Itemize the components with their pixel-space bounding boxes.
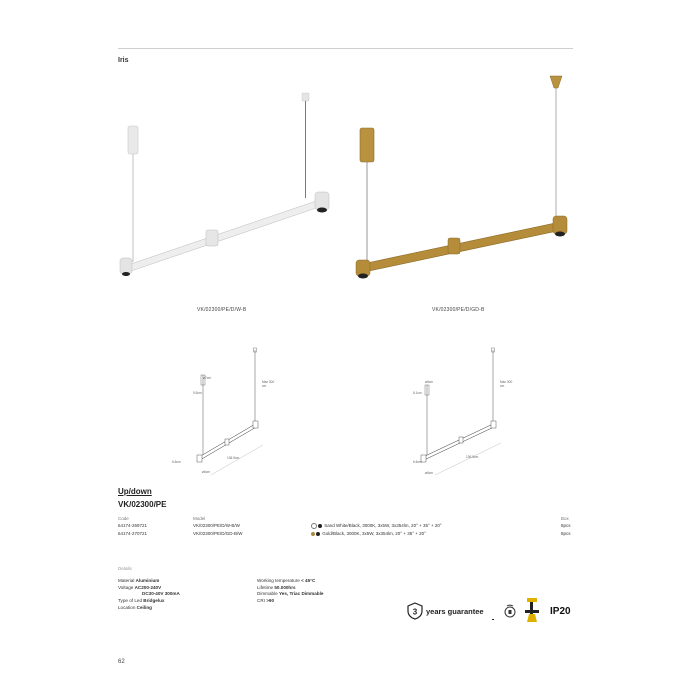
details-heading: Details: [118, 566, 132, 571]
table-row-2-code: 64174-270721: [118, 531, 148, 536]
section-title: Up/down: [118, 487, 152, 496]
table-row-1-box: 8pcs: [561, 523, 571, 528]
row-2-description: Gold/Black, 3000K, 3x5W, 3x354lm, 20° + 35° + 20°: [322, 531, 426, 536]
spec-lifetime: Lifetime 50.000hrs: [257, 584, 296, 590]
table-header-box: Box: [561, 516, 569, 521]
product-code-gold: VK/02300/PE/D/GD-B: [432, 307, 485, 313]
dim-width-left: 136.5cm: [227, 456, 240, 460]
spec-voltage-dc: DC30-40V 300mA: [142, 591, 180, 597]
page-number: 62: [118, 659, 125, 665]
swatch-black: [316, 532, 320, 536]
dim-diameter-right: ø6cm: [425, 471, 433, 475]
spec-dimmable: Dimmable Yes, Triac Dimmable: [257, 591, 324, 597]
table-row-2-box: 8pcs: [561, 531, 571, 536]
table-row-2-model: VK/02300/PE/D/GD-B/W: [193, 531, 243, 536]
guarantee-badge: [407, 602, 495, 620]
dim-diameter-left: ø6cm: [202, 470, 210, 474]
ip-rating: IP20: [550, 606, 571, 617]
dim-width-right: 136.5cm: [466, 455, 479, 459]
product-image-white: [110, 90, 350, 290]
spec-cri: CRI >90: [257, 598, 274, 604]
spec-location: Location Ceiling: [118, 604, 152, 610]
table-header-model: Model: [193, 516, 206, 521]
table-row-2-desc: [311, 531, 426, 536]
section-model: VK/02300/PE: [118, 500, 167, 509]
spec-led-type: Type of Led Bridgelux: [118, 598, 165, 604]
details-left: [118, 578, 180, 612]
dim-top-right: ø6cm: [425, 380, 433, 384]
spec-material: Material Aluminium: [118, 578, 160, 583]
dim-bottom-left: 6.6cm: [172, 460, 181, 464]
table-row-1-desc: [311, 523, 442, 529]
dim-height-right: 6.1cm: [413, 391, 422, 395]
dim-bottom-right: 6.6cm: [413, 460, 422, 464]
product-code-white: VK/02300/PE/D/W-B: [197, 307, 247, 313]
dim-height-left: 9.5cm: [193, 391, 202, 395]
spec-voltage: Voltage AC200-240V: [118, 584, 162, 590]
swatch-white: [311, 523, 317, 529]
dim-top-left: ø7cm: [203, 376, 211, 380]
product-image-gold: [350, 70, 580, 290]
shield-icon: [407, 602, 423, 620]
guarantee-underline: [492, 619, 494, 620]
dim-cable-left: Max 300 cm: [262, 380, 275, 388]
swatch-black: [318, 524, 322, 528]
header-rule: [118, 48, 573, 49]
table-row-1-code: 64174-269721: [118, 523, 148, 528]
row-1-description: Sand White/Black, 3000K, 3x5W, 3x354lm, 20° + 35° + 20°: [324, 523, 442, 529]
svg-text:3: 3: [412, 607, 418, 617]
dim-cable-right: Max 300 cm: [500, 380, 513, 388]
details-right: [257, 578, 323, 605]
series-title: Iris: [118, 57, 129, 64]
dimmable-icon: [503, 603, 517, 619]
guarantee-text: years guarantee: [426, 606, 484, 616]
up-down-light-icon: [523, 596, 547, 624]
swatch-gold: [311, 532, 315, 536]
table-header-code: Code: [118, 516, 129, 521]
table-row-1-model: VK/02300/PE/D/W-B/W: [193, 523, 240, 528]
spec-temperature: Working temperature < 45°C: [257, 578, 316, 583]
